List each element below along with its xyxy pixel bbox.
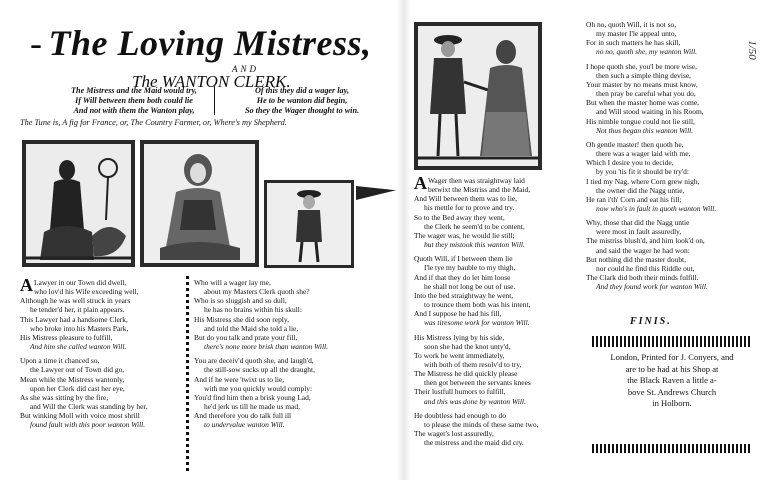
woodcut-young-man <box>264 180 354 268</box>
title-conjunction: AND <box>232 64 259 74</box>
printer-imprint: London, Printed for J. Conyers, and are to be had at his Shop at the Black Raven a little a- bove St. Andrews Church in Holborn. <box>610 352 734 408</box>
stanza-4-1: Oh no, quoth Will, it is not so, my master I'le appeal unto, For in such matters he has skill, no no, quoth she, my wanton Will. <box>586 20 698 57</box>
column-2 <box>194 278 328 435</box>
page-gutter <box>397 0 411 480</box>
column-divider <box>186 276 189 474</box>
stanza-2-2: You are deceiv'd quoth she, and laugh'd, the still-sow sucks up all the draught, And if he were 'twixt us to lie, with me you quickly would comply: You'd find him then a brisk young Lad, he'd jerk us till he made us mad, And therefore you do talk full ill to undervalue wanton Will. <box>194 356 315 430</box>
column-1 <box>20 275 148 435</box>
stanza-4-4: Why, those that did the Nagg untie were most in fault assuredly, The mistriss blush'd, and him look'd on, and said the wager he had won: But nothing did the master doubt, nor could he find this Riddle out, The Clark did both their minds fulfill. And they found work for wanton Will. <box>586 218 708 292</box>
tune-line: The Tune is, A fig for France, or, The Country Farmer, or, Where's my Shepherd. <box>20 118 287 127</box>
finis-mark: FINIS. <box>630 316 672 327</box>
column-4 <box>586 20 716 296</box>
woodcut-lady-with-peacock <box>22 140 135 267</box>
stanza-4-2: I hope quoth she, you'l be more wise, then such a simple thing devise, Your master by no means must know, then pray be careful what you do, But when the master home was come, and Will stood waiting in his Room, His nimble tongue could not lie still, Not thus began this wanton Will. <box>586 61 704 135</box>
stanza-1-1: A Lawyer in our Town did dwell, who lov'd his Wife exceeding well, Although he was well struck in years he tender'd her, it plain appears. This Lawyer had a handsome Clerk, who broke into his Masters Park, His Mistress pleasure to fulfill, And him she called wanton Will. <box>20 275 139 352</box>
margin-note: 1/50 <box>745 40 758 60</box>
stanza-1-2: Upon a time it chanced so, the Lawyer out of Town did go, Mean while the Mistress wantonly, upon her Clerk did cast her eye, As she was sitting by the fire, and Will the Clerk was standing by her, But winking Moll with voice most shrill found fault with this poor wanton Will. <box>20 356 148 430</box>
summary-left: The Mistress and the Maid would try, If Will between them both could lie And not with them the Wanton play, <box>71 86 197 115</box>
column-3 <box>414 173 539 452</box>
pennant-ornament <box>356 186 396 200</box>
summary-right: Of this they did a wager lay, He to be wanton did begin, So they the Wager thought to win. <box>214 86 386 115</box>
ballad-subtitle: The WANTON CLERK. <box>132 72 291 91</box>
ornament-rule-top <box>592 336 750 347</box>
stanza-3-2: Quoth Will, if I between them lie I'le tye my bauble to my thigh, And if that they do let him loose he shall not long be out of use. Into the bed straightway he went, to trounce them both was his intent, And I suppose he had his fill, was tiresome work for wanton Will. <box>414 254 531 328</box>
stanza-2-1: Who will a wager lay me, about my Masters Clerk quoth she? Who is so sluggish and so dull, he has no brains within his skull: His Mistress she did soon reply, and told the Maid she told a lie, But do you talk and prate your fill, there's none more brisk than wanton Will. <box>194 278 328 352</box>
woodcut-seated-lady <box>140 140 259 267</box>
stanza-3-3: His Mistress lying by his side, soon she had the knot unty'd, To work he went immediately, with both of them resolv'd to try, The Mistress he did quickly please then got between the servants knees Their lustfull humors to fulfill, and this was done by wanton Will. <box>414 332 531 406</box>
stanza-3-4: He doubtless had enough to do to please the minds of these same two, The wager's lost assuredly, the mistress and the maid did cry. <box>414 410 539 448</box>
ornament-rule-bottom <box>592 444 750 453</box>
stanza-3-1: A Wager then was straightway laid betwixt the Mistriss and the Maid, And Will between them was to lie, his mettle for to prove and try. So to the Bed away they went, the Clerk he seem'd to be content, The wager was, he would lie still; but they mistook this wanton Will. <box>414 173 531 250</box>
ballad-title: - The Loving Mistress, <box>30 23 372 63</box>
stanza-4-3: Oh gentle master! then quoth he, there was a wager laid with me, Which I desire you to decide, by you 'tis fit it should be try'd: I tied my Nag, where Corn grew nigh, the owner did the Nagg untie, He ran i'th' Corn and eat his fill; now who's in fault in quoth wanton Will. <box>586 139 717 213</box>
woodcut-couple <box>414 22 542 170</box>
